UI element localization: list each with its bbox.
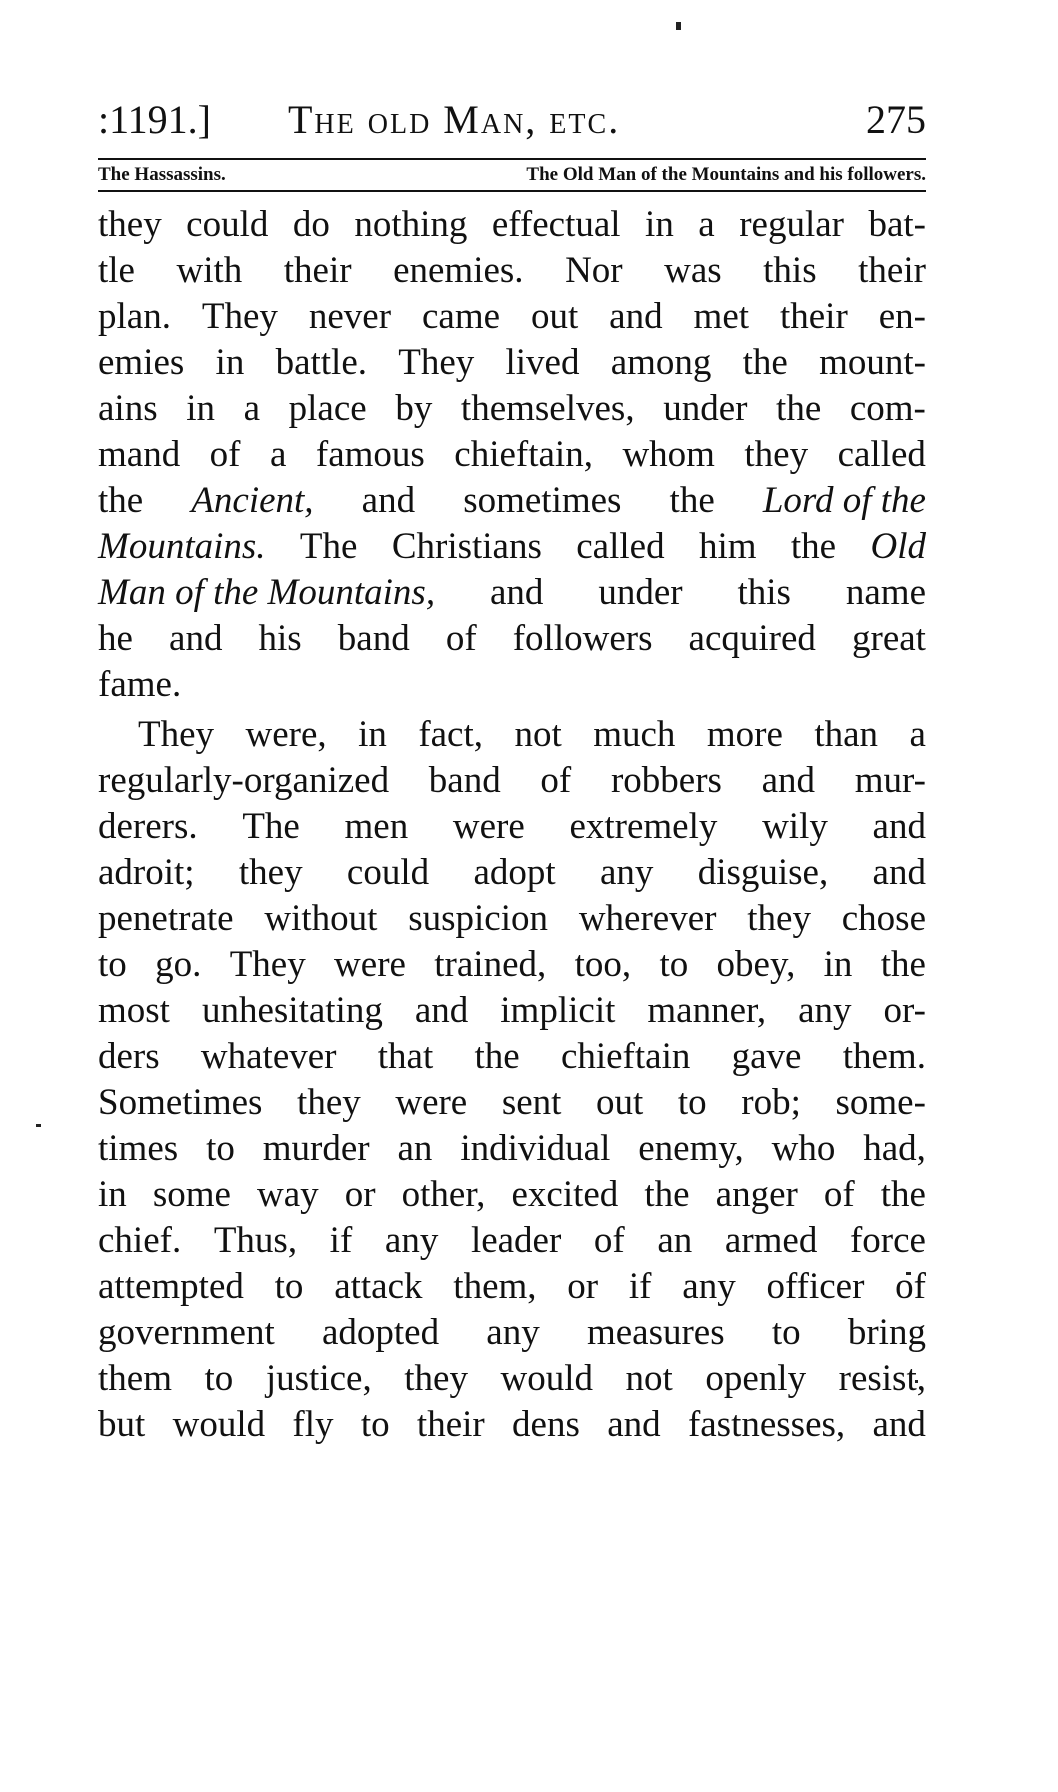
word: They [229, 944, 306, 985]
word: times [98, 1128, 179, 1169]
word: measures [586, 1312, 725, 1353]
page-number: 275 [866, 97, 926, 142]
word: an [397, 1128, 433, 1169]
word: fastnesses, [687, 1404, 846, 1445]
word: never [308, 296, 392, 337]
word: tle [98, 250, 135, 291]
text-line [98, 248, 926, 294]
word: they [747, 898, 811, 939]
word: obey, [716, 944, 796, 985]
word: some- [835, 1082, 926, 1123]
text-line [98, 616, 926, 662]
word: they [238, 852, 303, 893]
word: was [664, 250, 722, 291]
word: force [849, 1220, 926, 1261]
subheader-right: The Old Man of the Mountains and his followers. [526, 164, 926, 185]
text-line [98, 478, 926, 524]
word: they [297, 1082, 361, 1123]
text-line [98, 1218, 926, 1264]
word: leader [470, 1220, 562, 1261]
word: any [384, 1220, 439, 1261]
word: to [274, 1266, 304, 1307]
text-line [98, 202, 926, 248]
word: too, [574, 944, 632, 985]
word: in [186, 388, 215, 429]
word: wily [762, 806, 828, 847]
word: manner, [647, 990, 767, 1031]
text-line [98, 524, 926, 570]
word: and [607, 1404, 661, 1445]
word: or [344, 1174, 376, 1215]
word: he [98, 618, 133, 659]
word: an [657, 1220, 693, 1261]
word: in [215, 342, 245, 383]
word: the [644, 1174, 690, 1215]
word: plan. [98, 296, 171, 337]
word: men [344, 806, 409, 847]
word: and [361, 480, 416, 521]
word: penetrate [98, 898, 234, 939]
word: much [593, 714, 676, 755]
word: mur- [854, 760, 926, 801]
word: regular [739, 204, 844, 245]
word: not [514, 714, 562, 755]
word: disguise, [697, 852, 829, 893]
word: and [490, 572, 544, 613]
word: enemy, [638, 1128, 744, 1169]
word: a [698, 204, 715, 245]
word: sometimes [463, 480, 622, 521]
word: they [404, 1358, 468, 1399]
word: in [645, 204, 674, 245]
paragraph-2 [98, 712, 926, 1448]
subheader-left: The Hassassins. [98, 164, 226, 185]
word: of [209, 434, 241, 475]
word: and [169, 618, 223, 659]
word: any [599, 852, 654, 893]
word: rob; [741, 1082, 801, 1123]
word: to [204, 1358, 234, 1399]
word: dens [512, 1404, 580, 1445]
word: but [98, 1404, 146, 1445]
text-line [98, 432, 926, 478]
word: of [445, 618, 477, 659]
margin-mark-top [676, 22, 681, 30]
word: followers [512, 618, 653, 659]
word: wherever [578, 898, 717, 939]
word: extremely [569, 806, 718, 847]
word: with [176, 250, 243, 291]
word: the [474, 1036, 520, 1077]
word: had, [863, 1128, 926, 1169]
word: effectual [491, 204, 621, 245]
word: this [737, 572, 791, 613]
word: under [663, 388, 748, 429]
word: a [269, 434, 287, 475]
subheader-rule [98, 190, 926, 192]
word: adopt [473, 852, 556, 893]
word: the [669, 480, 715, 521]
word: out [596, 1082, 644, 1123]
word: gave [731, 1036, 802, 1077]
word: the [98, 480, 144, 521]
word: whom [622, 434, 715, 475]
word: chieftain, [454, 434, 593, 475]
word: a [909, 714, 926, 755]
word: name [845, 572, 926, 613]
word: called [837, 434, 926, 475]
word: in [358, 714, 387, 755]
text-line [98, 1356, 926, 1402]
word: other, [401, 1174, 486, 1215]
word: would [500, 1358, 593, 1399]
word: any [798, 990, 852, 1031]
word: this [763, 250, 817, 291]
text-line [98, 386, 926, 432]
text-line [98, 896, 926, 942]
text-line [98, 1310, 926, 1356]
word: Mountains. [98, 526, 266, 567]
word: to [360, 1404, 390, 1445]
word: Thus, [213, 1220, 298, 1261]
word: They [138, 714, 215, 755]
word: whatever [200, 1036, 337, 1077]
body-text [98, 202, 926, 1448]
word: emies [98, 342, 185, 383]
word: great [852, 618, 926, 659]
word: or [567, 1266, 599, 1307]
word: adroit; [98, 852, 195, 893]
word: Nor [565, 250, 623, 291]
word: than [814, 714, 879, 755]
word: anger [715, 1174, 798, 1215]
margin-mark-left [36, 1124, 41, 1127]
word: without [264, 898, 378, 939]
header-year: :1191.] [98, 97, 211, 142]
word: called [576, 526, 665, 567]
word: lived [505, 342, 580, 383]
word: fly [292, 1404, 334, 1445]
word: were [334, 944, 406, 985]
word: of [823, 1174, 855, 1215]
word: armed [724, 1220, 818, 1261]
word: could [346, 852, 430, 893]
word: if [329, 1220, 353, 1261]
text-line [98, 804, 926, 850]
word: The [299, 526, 358, 567]
text-line [98, 758, 926, 804]
word: among [610, 342, 712, 383]
word: murder [262, 1128, 370, 1169]
word: ains [98, 388, 158, 429]
word: that [377, 1036, 434, 1077]
word: Old [870, 526, 926, 567]
word: place [288, 388, 367, 429]
word: and [609, 296, 663, 337]
word: to [98, 944, 127, 985]
word: Christians [391, 526, 542, 567]
word: officer [766, 1266, 865, 1307]
text-line [98, 942, 926, 988]
word: them, [453, 1266, 537, 1307]
word: com- [849, 388, 926, 429]
word: enemies. [393, 250, 524, 291]
word: a [243, 388, 261, 429]
word: and [414, 990, 469, 1031]
word: their [283, 250, 352, 291]
word: could [186, 204, 269, 245]
word: mand [98, 434, 181, 475]
word: government [98, 1312, 275, 1353]
word: in [823, 944, 853, 985]
word: and [761, 760, 816, 801]
word: fact, [418, 714, 484, 755]
word: fame. [98, 664, 182, 705]
word: of [540, 760, 572, 801]
word: robbers [610, 760, 722, 801]
word: and [872, 1404, 926, 1445]
word: resist, [838, 1358, 926, 1399]
text-line [98, 1172, 926, 1218]
word: sent [501, 1082, 562, 1123]
word: if [628, 1266, 652, 1307]
word: some [152, 1174, 231, 1215]
header-title: The old Man, etc. [288, 97, 621, 142]
word: chieftain [560, 1036, 691, 1077]
word: Ancient, [191, 480, 314, 521]
text-line [98, 988, 926, 1034]
text-line [98, 1264, 926, 1310]
word: to [206, 1128, 235, 1169]
word: the [790, 526, 837, 567]
word: to [677, 1082, 707, 1123]
word: they [98, 204, 162, 245]
word: go. [155, 944, 202, 985]
book-page [98, 90, 926, 1448]
word: the [742, 342, 788, 383]
word: bat- [868, 204, 926, 245]
word: derers. [98, 806, 198, 847]
word: mount- [819, 342, 926, 383]
word: by [395, 388, 433, 429]
word: chose [841, 898, 926, 939]
word: suspicion [408, 898, 549, 939]
word: their [779, 296, 848, 337]
word: Sometimes [98, 1082, 263, 1123]
word: were, [245, 714, 327, 755]
text-line [98, 340, 926, 386]
text-line [98, 662, 926, 708]
text-line [98, 850, 926, 896]
word: more [706, 714, 783, 755]
word: Man of the Mountains, [98, 572, 436, 613]
word: openly [705, 1358, 807, 1399]
word: nothing [354, 204, 468, 245]
word: excited [511, 1174, 619, 1215]
word: under [598, 572, 683, 613]
word: famous [315, 434, 425, 475]
word: were [452, 806, 525, 847]
running-header [98, 90, 926, 150]
word: most [98, 990, 170, 1031]
text-line [98, 294, 926, 340]
word: their [858, 250, 926, 291]
text-line [98, 570, 926, 616]
word: the [776, 388, 822, 429]
word: battle. [275, 342, 367, 383]
word: and [872, 806, 926, 847]
text-line [98, 1402, 926, 1448]
word: Lord of the [762, 480, 926, 521]
word: any [682, 1266, 736, 1307]
word: out [530, 296, 579, 337]
text-line [98, 1034, 926, 1080]
word: do [292, 204, 330, 245]
text-line [98, 1080, 926, 1126]
word: their [416, 1404, 485, 1445]
word: regularly-organized [98, 760, 390, 801]
word: to [771, 1312, 801, 1353]
word: chief. [98, 1220, 182, 1261]
word: implicit [500, 990, 616, 1031]
word: or- [883, 990, 926, 1031]
text-line [98, 712, 926, 758]
word: not [625, 1358, 673, 1399]
paragraph-1 [98, 202, 926, 708]
text-line [98, 1126, 926, 1172]
word: his [258, 618, 302, 659]
word: acquired [688, 618, 816, 659]
word: the [880, 1174, 926, 1215]
word: themselves, [460, 388, 635, 429]
word: them [98, 1358, 172, 1399]
word: they [744, 434, 809, 475]
word: attack [334, 1266, 423, 1307]
word: individual [460, 1128, 611, 1169]
word: unhesitating [201, 990, 383, 1031]
word: way [257, 1174, 319, 1215]
word: bring [847, 1312, 926, 1353]
word: trained, [434, 944, 547, 985]
word: of [593, 1220, 625, 1261]
word: met [693, 296, 750, 337]
word: would [172, 1404, 266, 1445]
word: him [698, 526, 757, 567]
word: en- [878, 296, 926, 337]
word: justice, [265, 1358, 372, 1399]
word: any [486, 1312, 540, 1353]
word: attempted [98, 1266, 244, 1307]
word: them. [842, 1036, 926, 1077]
word: who [771, 1128, 836, 1169]
word: They [201, 296, 278, 337]
word: ders [98, 1036, 160, 1077]
word: in [98, 1174, 127, 1215]
word: of [895, 1266, 926, 1307]
subheader [98, 160, 926, 190]
word: to [659, 944, 689, 985]
word: band [428, 760, 501, 801]
word: They [398, 342, 475, 383]
word: came [421, 296, 501, 337]
word: the [880, 944, 926, 985]
word: The [242, 806, 300, 847]
word: adopted [321, 1312, 440, 1353]
word: were [395, 1082, 468, 1123]
word: band [337, 618, 410, 659]
word: and [872, 852, 926, 893]
